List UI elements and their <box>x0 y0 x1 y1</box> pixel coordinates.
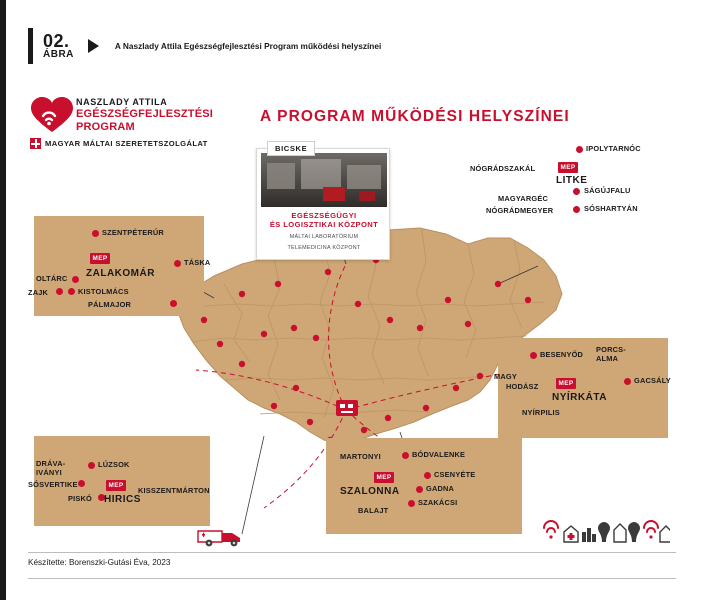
site-label-magyargec: MAGYARGÉC <box>498 194 548 203</box>
site-dot-palmajor <box>170 300 177 307</box>
mep-badge-southwest: MEP <box>106 480 126 491</box>
mep-badge-northwest: MEP <box>90 253 110 264</box>
figure-number: 02. <box>43 30 70 51</box>
logo-line-3: PROGRAM <box>76 120 135 133</box>
site-dot-szakacsi <box>408 500 415 507</box>
figure-number-block <box>43 32 74 61</box>
site-label-taska: TÁSKA <box>184 258 211 267</box>
panel-title: A PROGRAM MŰKÖDÉSI HELYSZÍNEI <box>260 108 570 125</box>
infographic-panel <box>28 88 676 548</box>
site-label-szalonna: SZALONNA <box>340 486 400 497</box>
site-label-pisko: PISKÓ <box>68 494 92 503</box>
site-dot-gacsaly <box>624 378 631 385</box>
site-label-kistolmacs: KISTOLMÁCS <box>78 287 129 296</box>
site-label-litke: LITKE <box>556 175 588 186</box>
figure-label: ÁBRA <box>43 49 74 61</box>
site-label-hodasz: HODÁSZ <box>506 382 539 391</box>
site-dot-kistolmacs <box>68 288 75 295</box>
site-label-zajk: ZAJK <box>28 288 49 297</box>
site-label-nyirkata: NYÍRKÁTA <box>552 392 607 403</box>
footer-divider-bottom <box>28 578 676 579</box>
site-label-kisszentmarton: KISSZENTMÁRTON <box>138 486 210 495</box>
photo-sub-line-2: TELEMEDICINA KÖZPONT <box>287 245 361 252</box>
logo-subtitle-row <box>30 138 208 149</box>
photo-title-line-2: ÉS LOGISZTIKAI KÖZPONT <box>269 220 379 230</box>
site-dot-csenyete <box>424 472 431 479</box>
medical-van-icon <box>196 526 248 548</box>
site-label-martonyi: MARTONYI <box>340 452 381 461</box>
site-label-magy: MAGY <box>494 372 517 381</box>
site-label-luzsok: LÚZSOK <box>98 460 130 469</box>
site-label-gacsaly: GACSÁLY <box>634 376 671 385</box>
logo-line-2: EGÉSZSÉGFEJLESZTÉSI <box>76 107 214 120</box>
site-dot-ipolytarnoc <box>576 146 583 153</box>
site-dot-soshartyan <box>573 206 580 213</box>
photo-caption <box>257 211 391 252</box>
site-label-zalakomar: ZALAKOMÁR <box>86 268 155 279</box>
site-label-sagujfalu: SÁGÚJFALU <box>584 186 631 195</box>
health-village-icons <box>540 516 670 546</box>
site-dot-oltarc <box>72 276 79 283</box>
photo-title-line-1: EGÉSZSÉGÜGYI <box>291 211 357 220</box>
footer-divider-top <box>28 552 676 553</box>
photo-sub-line-1: MÁLTAI LABORATÓRIUM <box>289 233 359 240</box>
mep-badge-northeast: MEP <box>558 162 578 173</box>
heart-wifi-icon <box>30 96 74 134</box>
site-label-hirics: HIRICS <box>104 494 141 505</box>
figure-accent-bar <box>28 28 33 64</box>
site-label-szentpeterur: SZENTPÉTERÚR <box>102 228 164 237</box>
figure-header <box>28 28 381 64</box>
site-label-szakacsi: SZAKÁCSI <box>418 498 458 507</box>
site-dot-sagujfalu <box>573 188 580 195</box>
site-dot-gadna <box>416 486 423 493</box>
site-dot-besenyod <box>530 352 537 359</box>
site-label-porcsalma: PORCS-ALMA <box>596 345 626 363</box>
site-label-soshartyan: SÓSHARTYÁN <box>584 204 638 213</box>
page-left-edge-bar <box>0 0 6 600</box>
site-dot-luzsok <box>88 462 95 469</box>
site-label-sosvertike: SÓSVERTIKE <box>28 480 78 489</box>
site-label-balajt: BALAJT <box>358 506 389 515</box>
site-dot-szentpeterur <box>92 230 99 237</box>
site-dot-bodvalenke <box>402 452 409 459</box>
mep-badge-east: MEP <box>556 378 576 389</box>
site-dot-sosvertike <box>78 480 85 487</box>
photo-callout-card <box>256 144 390 260</box>
maltese-cross-icon <box>30 138 41 149</box>
logo-wordmark <box>76 97 213 134</box>
site-label-nogradszakal: NÓGRÁDSZAKÁL <box>470 164 536 173</box>
site-label-palmajor: PÁLMAJOR <box>88 300 132 309</box>
site-label-nyirpilis: NYÍRPILIS <box>522 408 560 417</box>
photo-health-logistics-centre <box>261 153 387 207</box>
logo-line-1: NASZLADY ATTILA <box>76 97 168 107</box>
site-dot-zajk <box>56 288 63 295</box>
play-triangle-icon <box>88 39 99 53</box>
photo-location-badge: BICSKE <box>267 141 315 156</box>
mep-badge-southeast: MEP <box>374 472 394 483</box>
site-label-csenyete: CSENYÉTE <box>434 470 476 479</box>
site-label-oltarc: OLTÁRC <box>36 274 68 283</box>
logo-subtitle: MAGYAR MÁLTAI SZERETETSZOLGÁLAT <box>45 139 208 148</box>
site-label-besenyod: BESENYŐD <box>540 350 584 359</box>
site-label-bodvalenke: BÓDVALENKE <box>412 450 466 459</box>
site-label-nogradmegyer: NÓGRÁDMEGYER <box>486 206 554 215</box>
site-label-gadna: GADNA <box>426 484 455 493</box>
footer-credit: Készítette: Borenszki-Gutási Éva, 2023 <box>28 558 171 567</box>
central-hub-marker <box>336 400 358 416</box>
site-label-dravaivanyi: DRÁVA-IVÁNYI <box>36 459 66 477</box>
site-label-ipolytarnoc: IPOLYTARNÓC <box>586 144 641 153</box>
figure-caption: A Naszlady Attila Egészségfejlesztési Program működési helyszínei <box>114 41 382 51</box>
site-dot-taska <box>174 260 181 267</box>
